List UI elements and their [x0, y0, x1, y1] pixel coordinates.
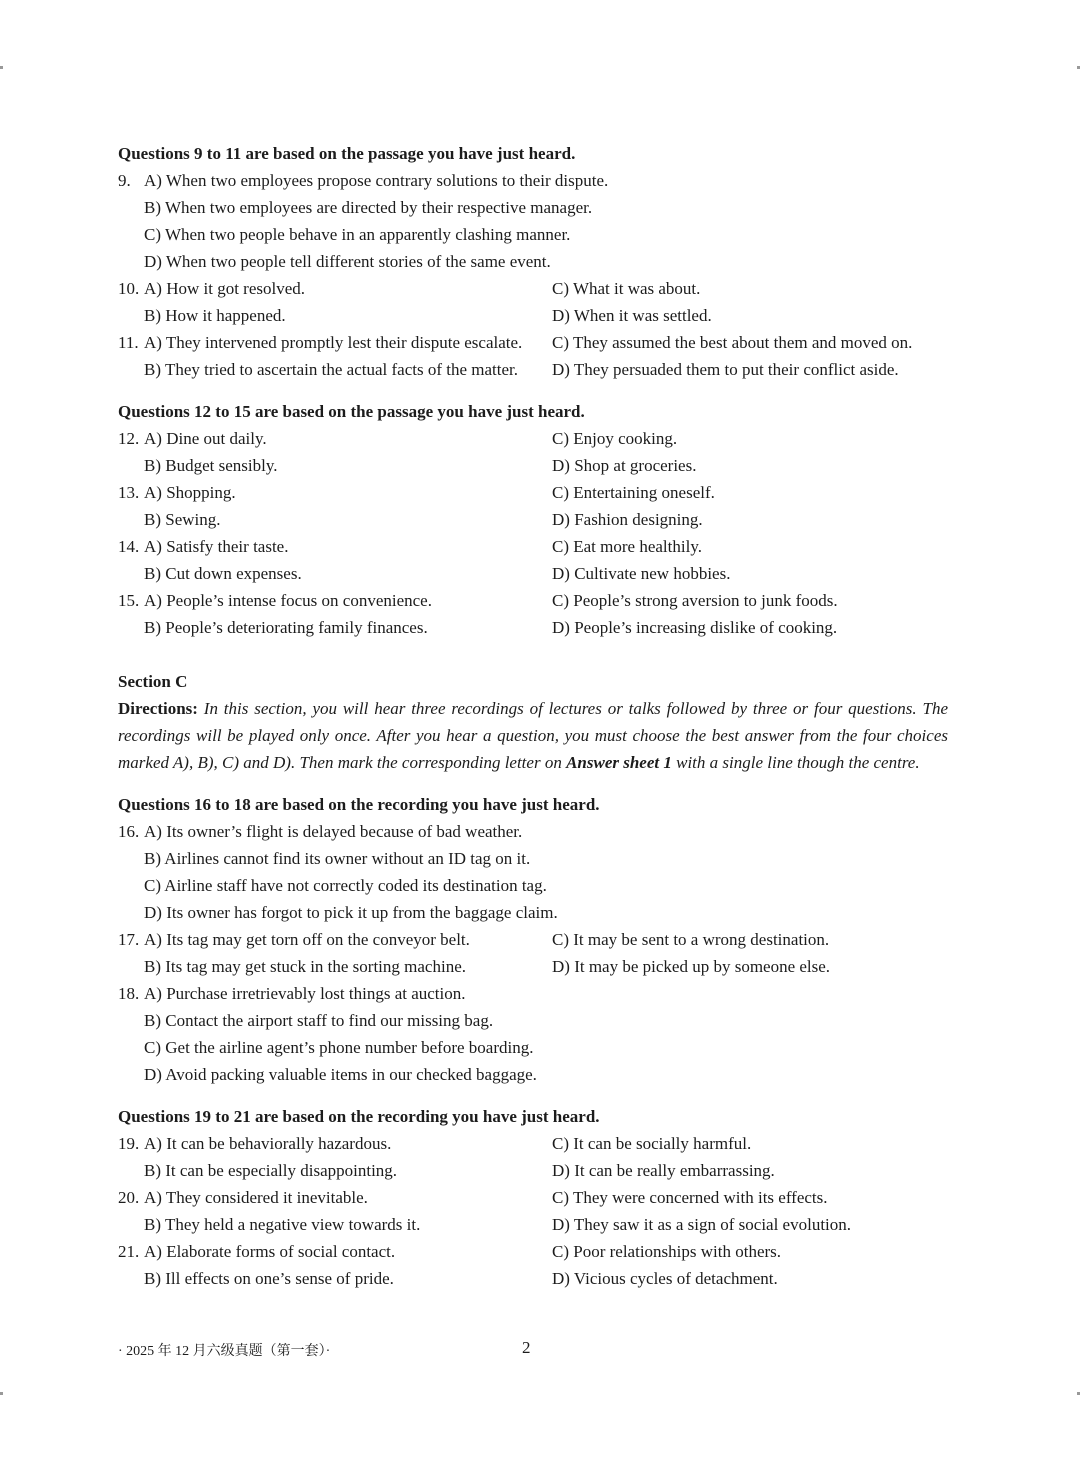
option-b: B) When two employees are directed by their respective manager. — [144, 198, 593, 217]
option-b: B) They held a negative view towards it. — [144, 1215, 421, 1234]
question-group-heading: Questions 16 to 18 are based on the recording you have just heard. — [118, 795, 600, 814]
option-a: A) They considered it inevitable. — [144, 1188, 368, 1207]
option-d: D) When two people tell different stories of the same event. — [144, 252, 551, 271]
page-footer — [118, 1338, 948, 1358]
option-c: C) When two people behave in an apparently clashing manner. — [144, 225, 571, 244]
question-12 — [118, 425, 948, 452]
option-c: C) They were concerned with its effects. — [552, 1188, 828, 1207]
question-10-row2 — [118, 302, 948, 329]
option-b: B) How it happened. — [144, 306, 286, 325]
option-c: C) Eat more healthily. — [552, 537, 702, 556]
question-number: 14. — [118, 537, 140, 556]
option-a: A) Purchase irretrievably lost things at auction. — [144, 984, 466, 1003]
question-19-row2 — [118, 1157, 948, 1184]
option-c: C) People’s strong aversion to junk foods. — [552, 591, 838, 610]
option-a: A) How it got resolved. — [144, 279, 306, 298]
question-number: 20. — [118, 1188, 140, 1207]
option-d: D) It may be picked up by someone else. — [552, 957, 831, 976]
question-13-row2 — [118, 506, 948, 533]
question-15-row2 — [118, 614, 948, 641]
question-number: 21. — [118, 1242, 140, 1261]
crop-mark — [0, 1392, 3, 1395]
question-10 — [118, 275, 948, 302]
option-b: B) It can be especially disappointing. — [144, 1161, 398, 1180]
option-d: D) Fashion designing. — [552, 510, 703, 529]
option-a: A) Shopping. — [144, 483, 236, 502]
question-14 — [118, 533, 948, 560]
option-a: A) Its owner’s flight is delayed because of bad weather. — [144, 822, 523, 841]
question-14-row2 — [118, 560, 948, 587]
option-b: B) Contact the airport staff to find our missing bag. — [144, 1011, 494, 1030]
option-b: B) Sewing. — [144, 510, 221, 529]
option-b: B) Cut down expenses. — [144, 564, 302, 583]
option-b: B) Ill effects on one’s sense of pride. — [144, 1269, 394, 1288]
question-number: 10. — [118, 279, 140, 298]
option-a: A) Its tag may get torn off on the conveyor belt. — [144, 930, 470, 949]
answer-sheet-reference: Answer sheet 1 — [566, 753, 672, 772]
page-number: 2 — [522, 1338, 531, 1357]
option-c: C) It can be socially harmful. — [552, 1134, 752, 1153]
question-number: 13. — [118, 483, 140, 502]
question-number: 12. — [118, 429, 140, 448]
option-b: B) People’s deteriorating family finances. — [144, 618, 428, 637]
option-a: A) It can be behaviorally hazardous. — [144, 1134, 392, 1153]
option-d: D) When it was settled. — [552, 306, 712, 325]
option-b: B) They tried to ascertain the actual facts of the matter. — [144, 360, 519, 379]
option-c: C) Enjoy cooking. — [552, 429, 678, 448]
question-number: 17. — [118, 930, 140, 949]
section-title: Section C — [118, 672, 188, 691]
option-d: D) They saw it as a sign of social evolution. — [552, 1215, 852, 1234]
question-number: 18. — [118, 984, 140, 1003]
question-17 — [118, 926, 948, 953]
question-15 — [118, 587, 948, 614]
question-16 — [118, 818, 948, 845]
question-20 — [118, 1184, 948, 1211]
option-d: D) Avoid packing valuable items in our checked baggage. — [144, 1065, 537, 1084]
question-11-row2 — [118, 356, 948, 383]
question-number: 19. — [118, 1134, 140, 1153]
question-group-heading: Questions 12 to 15 are based on the passage you have just heard. — [118, 402, 585, 421]
section-directions — [118, 695, 948, 776]
option-c: C) What it was about. — [552, 279, 701, 298]
option-c: C) It may be sent to a wrong destination. — [552, 930, 830, 949]
option-c: C) They assumed the best about them and moved on. — [552, 333, 913, 352]
directions-label: Directions: — [118, 699, 198, 718]
question-12-row2 — [118, 452, 948, 479]
option-c: C) Airline staff have not correctly coded its destination tag. — [144, 876, 547, 895]
option-b: B) Budget sensibly. — [144, 456, 278, 475]
question-number: 15. — [118, 591, 140, 610]
option-c: C) Poor relationships with others. — [552, 1242, 782, 1261]
crop-mark — [0, 66, 3, 69]
option-a: A) Elaborate forms of social contact. — [144, 1242, 396, 1261]
option-b: B) Its tag may get stuck in the sorting machine. — [144, 957, 466, 976]
option-d: D) People’s increasing dislike of cooking. — [552, 618, 838, 637]
option-a: A) When two employees propose contrary solutions to their dispute. — [144, 171, 609, 190]
option-d: D) They persuaded them to put their conflict aside. — [552, 360, 899, 379]
option-c: C) Entertaining oneself. — [552, 483, 715, 502]
exam-page — [118, 140, 948, 1292]
question-group-heading: Questions 19 to 21 are based on the recording you have just heard. — [118, 1107, 600, 1126]
question-11 — [118, 329, 948, 356]
option-d: D) It can be really embarrassing. — [552, 1161, 775, 1180]
question-19 — [118, 1130, 948, 1157]
question-21-row2 — [118, 1265, 948, 1292]
exam-title-footer: · 2025 年 12 月六级真题（第一套）· — [118, 1344, 331, 1359]
question-20-row2 — [118, 1211, 948, 1238]
question-group-heading: Questions 9 to 11 are based on the passage you have just heard. — [118, 144, 576, 163]
directions-text-end: with a single line though the centre. — [671, 753, 920, 772]
question-number: 16. — [118, 822, 140, 841]
question-number: 9. — [118, 171, 131, 190]
question-17-row2 — [118, 953, 948, 980]
option-c: C) Get the airline agent’s phone number before boarding. — [144, 1038, 534, 1057]
question-9 — [118, 167, 948, 194]
question-number: 11. — [118, 333, 139, 352]
option-a: A) They intervened promptly lest their dispute escalate. — [144, 333, 523, 352]
option-a: A) People’s intense focus on convenience. — [144, 591, 432, 610]
option-d: D) Vicious cycles of detachment. — [552, 1269, 778, 1288]
option-d: D) Shop at groceries. — [552, 456, 697, 475]
option-a: A) Dine out daily. — [144, 429, 267, 448]
question-21 — [118, 1238, 948, 1265]
option-a: A) Satisfy their taste. — [144, 537, 289, 556]
option-d: D) Cultivate new hobbies. — [552, 564, 731, 583]
question-13 — [118, 479, 948, 506]
directions-text: In this section, you will hear three recordings of lectures or talks followed by three or four questions. The recordings will be played only once. After you hear a question, you must choose the best answer from the four choices marked A), B), C) and D). Then mark the corresponding letter on — [118, 699, 948, 772]
option-b: B) Airlines cannot find its owner without an ID tag on it. — [144, 849, 531, 868]
question-18 — [118, 980, 948, 1007]
option-d: D) Its owner has forgot to pick it up from the baggage claim. — [144, 903, 558, 922]
